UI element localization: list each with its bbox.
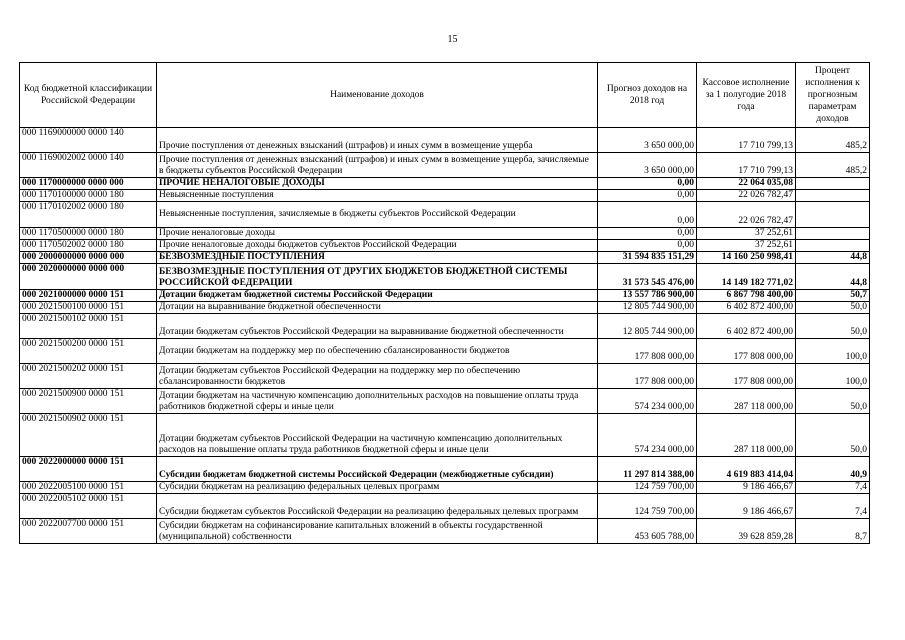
row-forecast: 0,00 — [598, 202, 697, 228]
row-code: 000 2020000000 0000 000 — [20, 264, 157, 290]
table-row — [20, 457, 870, 482]
row-forecast: 0,00 — [598, 190, 697, 202]
row-forecast: 0,00 — [598, 228, 697, 240]
row-percent: 50,0 — [796, 389, 870, 414]
table-row — [20, 178, 870, 190]
row-code: 000 2021500100 0000 151 — [20, 302, 157, 314]
row-execution: 4 619 883 414,04 — [697, 457, 796, 482]
row-code: 000 1170500000 0000 180 — [20, 228, 157, 240]
row-percent — [796, 202, 870, 228]
page-number: 15 — [447, 34, 458, 45]
row-name: Прочие поступления от денежных взысканий (штрафов) и иных сумм в возмещение ущерба, зачисляемые в бюджеты субъектов Российской Федерации — [157, 153, 598, 178]
table-row — [20, 240, 870, 252]
row-name: Дотации на выравнивание бюджетной обеспеченности — [157, 302, 598, 314]
row-execution: 177 808 000,00 — [697, 364, 796, 389]
row-code: 000 2022005102 0000 151 — [20, 494, 157, 519]
row-forecast: 574 234 000,00 — [598, 414, 697, 457]
row-code: 000 2021500902 0000 151 — [20, 414, 157, 457]
row-execution: 287 118 000,00 — [697, 414, 796, 457]
table-row — [20, 389, 870, 414]
row-percent: 50,0 — [796, 414, 870, 457]
table-row — [20, 128, 870, 153]
row-forecast: 574 234 000,00 — [598, 389, 697, 414]
row-percent — [796, 190, 870, 202]
row-code: 000 1170502002 0000 180 — [20, 240, 157, 252]
row-execution: 6 402 872 400,00 — [697, 314, 796, 339]
row-forecast: 31 573 545 476,00 — [598, 264, 697, 290]
row-code: 000 1170100000 0000 180 — [20, 190, 157, 202]
row-execution: 6 402 872 400,00 — [697, 302, 796, 314]
row-code: 000 2022007700 0000 151 — [20, 519, 157, 544]
row-execution: 14 160 250 998,41 — [697, 252, 796, 264]
table-row — [20, 364, 870, 389]
row-percent: 40,9 — [796, 457, 870, 482]
row-execution: 17 710 799,13 — [697, 153, 796, 178]
row-percent: 100,0 — [796, 339, 870, 364]
row-percent: 7,4 — [796, 494, 870, 519]
row-execution: 6 867 798 400,00 — [697, 290, 796, 302]
row-percent: 8,7 — [796, 519, 870, 544]
table-row — [20, 482, 870, 494]
row-percent: 50,7 — [796, 290, 870, 302]
row-name: Субсидии бюджетам субъектов Российской Федерации на реализацию федеральных целевых программ — [157, 494, 598, 519]
row-execution: 287 118 000,00 — [697, 389, 796, 414]
row-forecast: 0,00 — [598, 178, 697, 190]
row-name: Дотации бюджетам субъектов Российской Федерации на выравнивание бюджетной обеспеченности — [157, 314, 598, 339]
row-code: 000 1169002002 0000 140 — [20, 153, 157, 178]
row-code: 000 1170102002 0000 180 — [20, 202, 157, 228]
header-name: Наименование доходов — [157, 63, 598, 128]
row-forecast: 13 557 786 900,00 — [598, 290, 697, 302]
row-execution: 37 252,61 — [697, 228, 796, 240]
row-percent: 485,2 — [796, 153, 870, 178]
table-row — [20, 414, 870, 457]
row-code: 000 2021500900 0000 151 — [20, 389, 157, 414]
row-percent: 44,8 — [796, 264, 870, 290]
table-row — [20, 228, 870, 240]
revenue-table — [19, 62, 870, 544]
row-name: Субсидии бюджетам на реализацию федеральных целевых программ — [157, 482, 598, 494]
row-percent — [796, 240, 870, 252]
row-name: Субсидии бюджетам бюджетной системы Российской Федерации (межбюджетные субсидии) — [157, 457, 598, 482]
row-percent: 485,2 — [796, 128, 870, 153]
row-code: 000 2022005100 0000 151 — [20, 482, 157, 494]
table-row — [20, 252, 870, 264]
row-code: 000 2021500200 0000 151 — [20, 339, 157, 364]
row-execution: 17 710 799,13 — [697, 128, 796, 153]
row-percent: 100,0 — [796, 364, 870, 389]
row-code: 000 2021500102 0000 151 — [20, 314, 157, 339]
row-name: Дотации бюджетам на поддержку мер по обеспечению сбалансированности бюджетов — [157, 339, 598, 364]
row-code: 000 1169000000 0000 140 — [20, 128, 157, 153]
row-forecast: 3 650 000,00 — [598, 128, 697, 153]
row-code: 000 2021000000 0000 151 — [20, 290, 157, 302]
table-row — [20, 519, 870, 544]
row-name: Субсидии бюджетам на софинансирование капитальных вложений в объекты государственной (муниципальной) собственности — [157, 519, 598, 544]
row-execution: 14 149 182 771,02 — [697, 264, 796, 290]
header-execution: Кассовое исполнение за 1 полугодие 2018 года — [697, 63, 796, 128]
row-name: Дотации бюджетам субъектов Российской Федерации на частичную компенсацию дополнительных расходов на повышение оплаты труда работников бюджетной сферы и иные цели — [157, 414, 598, 457]
row-forecast: 453 605 788,00 — [598, 519, 697, 544]
row-forecast: 31 594 835 151,29 — [598, 252, 697, 264]
row-name: Невыясненные поступления, зачисляемые в бюджеты субъектов Российской Федерации — [157, 202, 598, 228]
row-name: Дотации бюджетам бюджетной системы Российской Федерации — [157, 290, 598, 302]
row-execution: 9 186 466,67 — [697, 482, 796, 494]
row-percent — [796, 178, 870, 190]
row-name: ПРОЧИЕ НЕНАЛОГОВЫЕ ДОХОДЫ — [157, 178, 598, 190]
row-execution: 39 628 859,28 — [697, 519, 796, 544]
row-percent: 44,8 — [796, 252, 870, 264]
table-row — [20, 494, 870, 519]
row-forecast: 11 297 814 388,00 — [598, 457, 697, 482]
row-name: Невыясненные поступления — [157, 190, 598, 202]
table-row — [20, 290, 870, 302]
header-code: Код бюджетной классификации Российской Федерации — [20, 63, 157, 128]
row-percent: 50,0 — [796, 302, 870, 314]
row-name: Прочие неналоговые доходы — [157, 228, 598, 240]
row-forecast: 0,00 — [598, 240, 697, 252]
row-code: 000 2021500202 0000 151 — [20, 364, 157, 389]
row-forecast: 12 805 744 900,00 — [598, 314, 697, 339]
table-row — [20, 153, 870, 178]
row-execution: 22 064 035,08 — [697, 178, 796, 190]
row-forecast: 124 759 700,00 — [598, 494, 697, 519]
row-percent: 50,0 — [796, 314, 870, 339]
header-forecast: Прогноз доходов на 2018 год — [598, 63, 697, 128]
row-execution: 22 026 782,47 — [697, 202, 796, 228]
table-row — [20, 302, 870, 314]
row-name: Прочие неналоговые доходы бюджетов субъектов Российской Федерации — [157, 240, 598, 252]
row-code: 000 1170000000 0000 000 — [20, 178, 157, 190]
row-forecast: 177 808 000,00 — [598, 364, 697, 389]
table-row — [20, 314, 870, 339]
row-name: БЕЗВОЗМЕЗДНЫЕ ПОСТУПЛЕНИЯ — [157, 252, 598, 264]
table-body — [20, 128, 870, 544]
table-row — [20, 202, 870, 228]
row-percent: 7,4 — [796, 482, 870, 494]
row-forecast: 3 650 000,00 — [598, 153, 697, 178]
row-forecast: 12 805 744 900,00 — [598, 302, 697, 314]
row-execution: 177 808 000,00 — [697, 339, 796, 364]
header-percent: Процент исполнения к прогнозным параметрам доходов — [796, 63, 870, 128]
row-forecast: 124 759 700,00 — [598, 482, 697, 494]
row-code: 000 2022000000 0000 151 — [20, 457, 157, 482]
row-name: Дотации бюджетам на частичную компенсацию дополнительных расходов на повышение оплаты труда работников бюджетной сферы и иные цели — [157, 389, 598, 414]
row-name: БЕЗВОЗМЕЗДНЫЕ ПОСТУПЛЕНИЯ ОТ ДРУГИХ БЮДЖЕТОВ БЮДЖЕТНОЙ СИСТЕМЫ РОССИЙСКОЙ ФЕДЕРАЦИИ — [157, 264, 598, 290]
row-name: Прочие поступления от денежных взысканий (штрафов) и иных сумм в возмещение ущерба — [157, 128, 598, 153]
table-header-row — [20, 63, 870, 128]
table-row — [20, 190, 870, 202]
row-forecast: 177 808 000,00 — [598, 339, 697, 364]
row-execution: 37 252,61 — [697, 240, 796, 252]
row-name: Дотации бюджетам субъектов Российской Федерации на поддержку мер по обеспечению сбалансированности бюджетов — [157, 364, 598, 389]
row-execution: 22 026 782,47 — [697, 190, 796, 202]
row-percent — [796, 228, 870, 240]
table-row — [20, 264, 870, 290]
row-execution: 9 186 466,67 — [697, 494, 796, 519]
row-code: 000 2000000000 0000 000 — [20, 252, 157, 264]
table-row — [20, 339, 870, 364]
